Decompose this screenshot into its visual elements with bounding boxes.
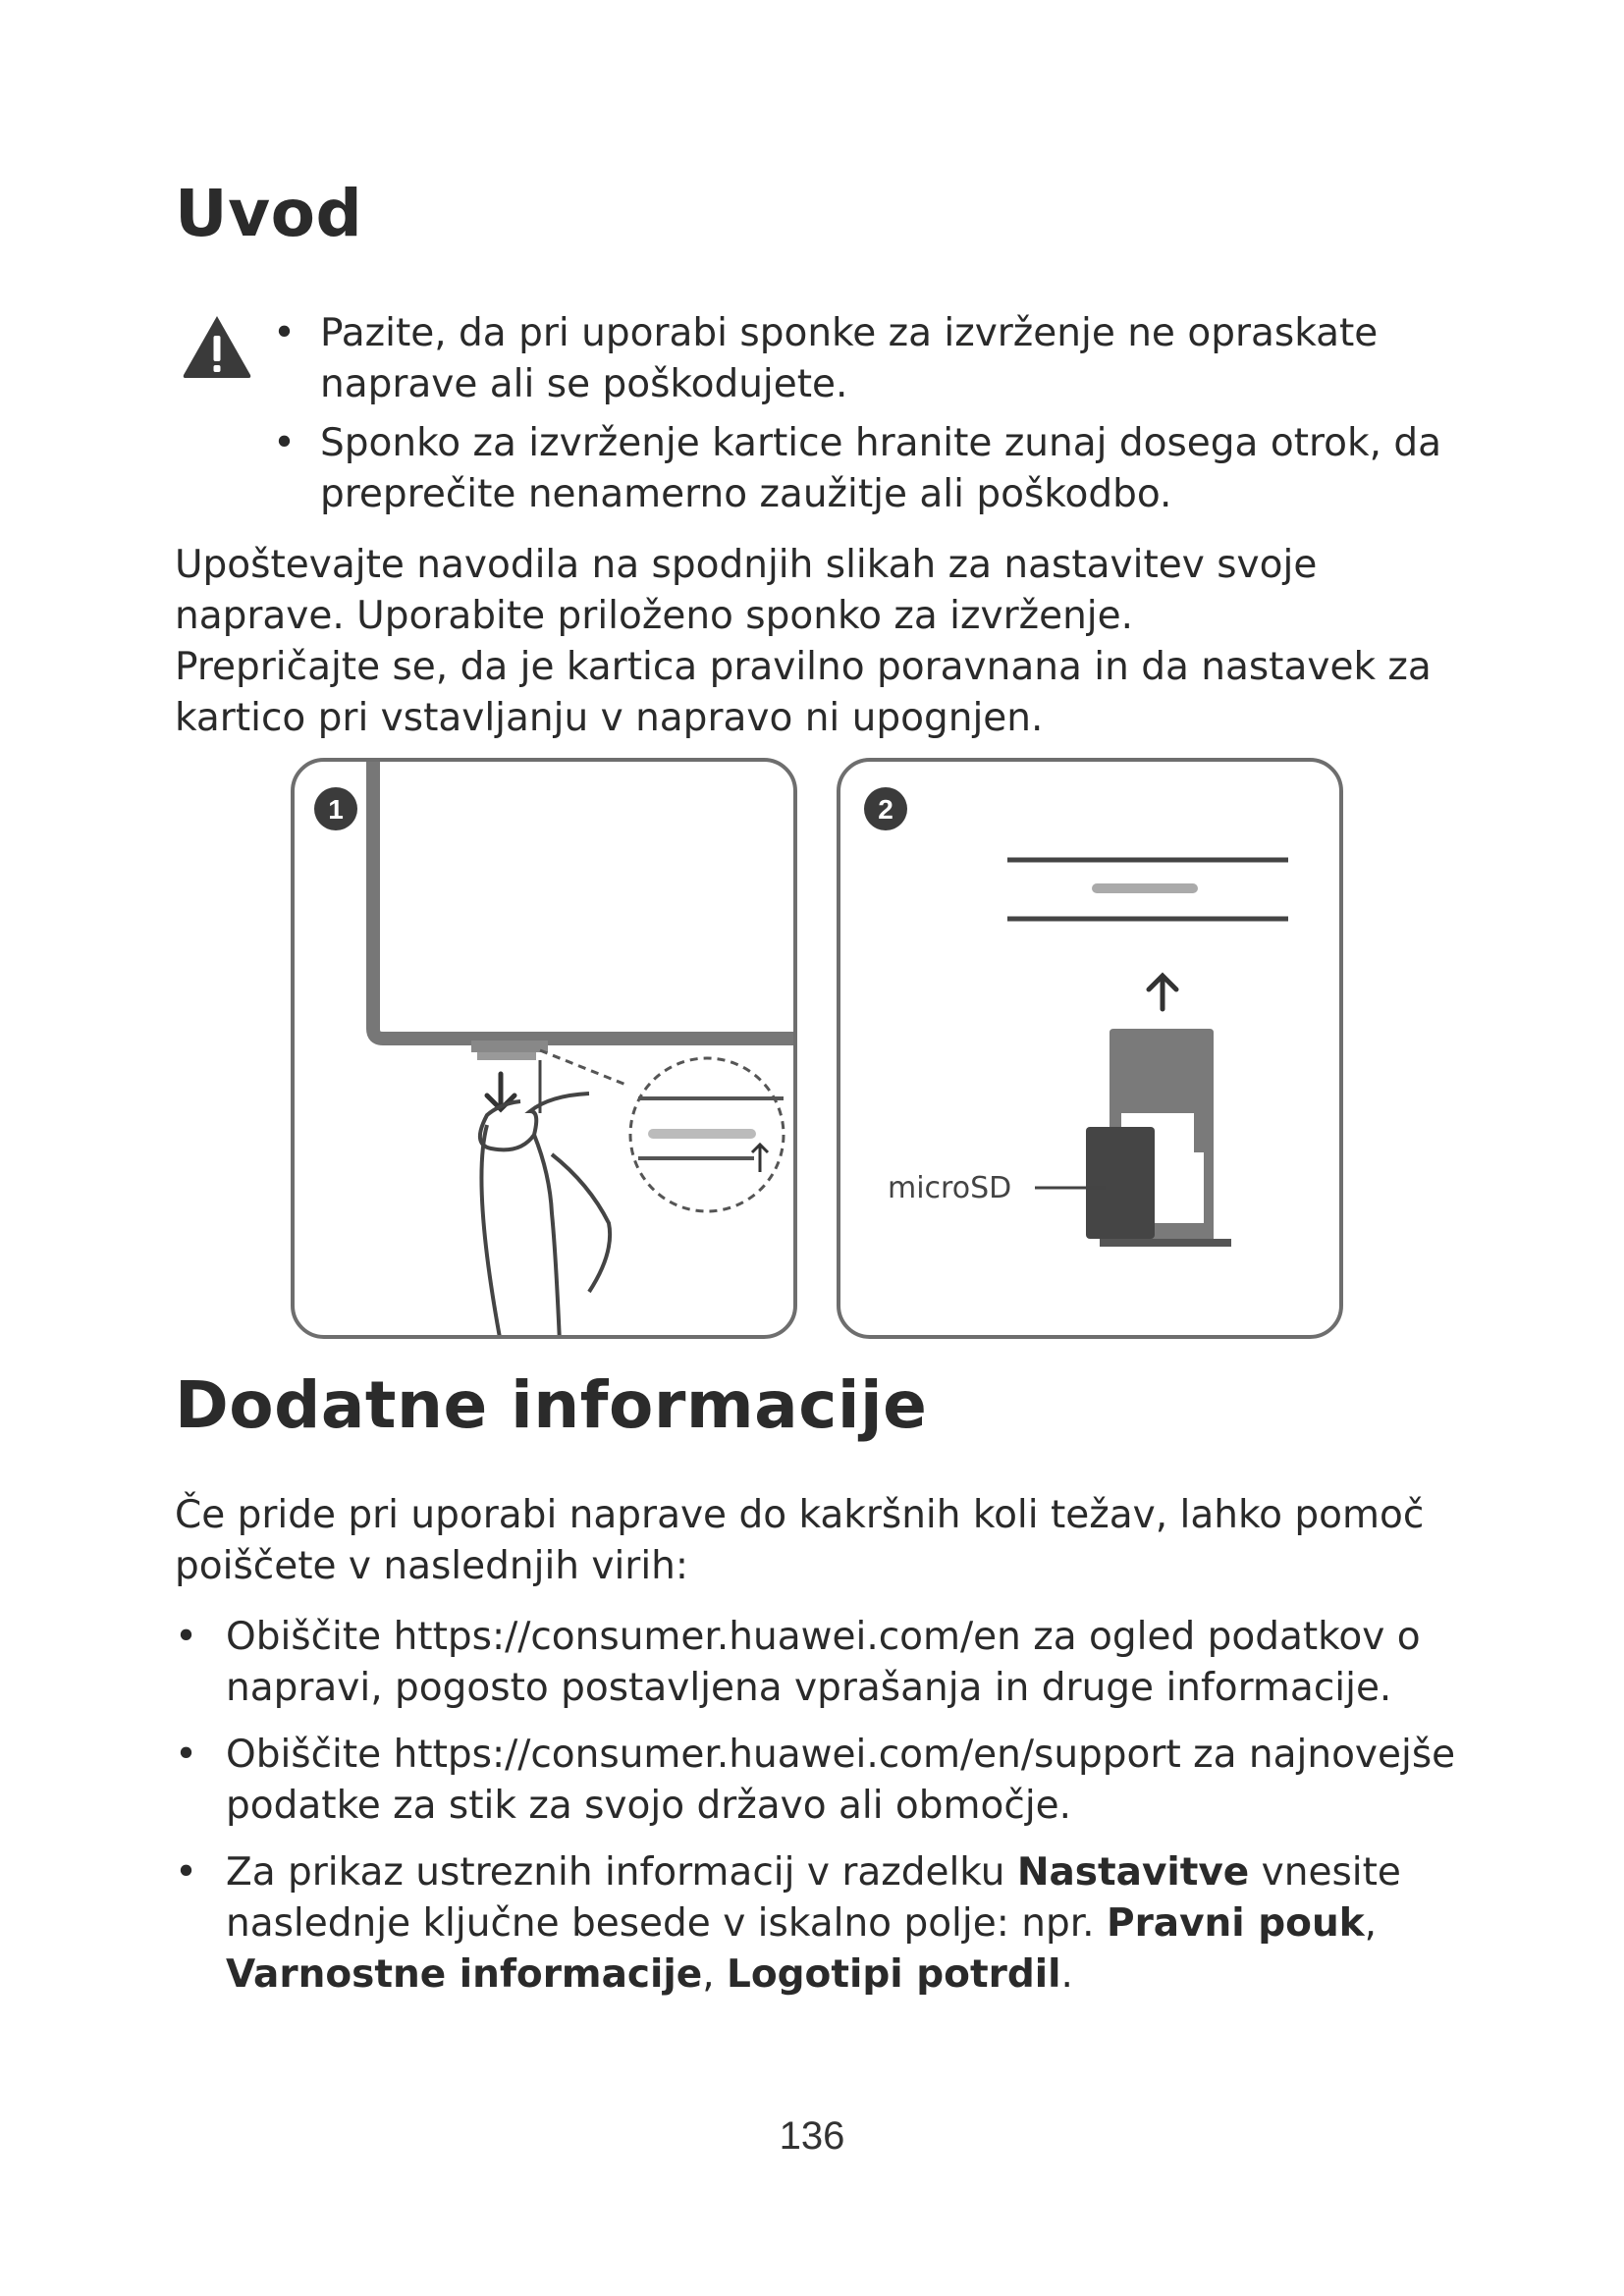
- section-title-intro: Uvod: [175, 176, 363, 251]
- separator: ,: [702, 1952, 727, 1997]
- figure-panel-step-1: [291, 758, 797, 1339]
- section-title-more-info: Dodatne informacije: [175, 1367, 928, 1443]
- list-item-text: vnesite naslednje ključne besede v iskalno polje: npr.: [226, 1850, 1401, 1946]
- warning-item: [273, 308, 1490, 410]
- page-number: 136: [779, 2114, 845, 2158]
- warning-item: [273, 418, 1490, 520]
- warning-text: • Pazite, da pri uporabi sponke za izvrženje ne opraskate: [320, 311, 1379, 355]
- card-insertion-figure: [291, 758, 1343, 1343]
- warning-text: preprečite nenamerno zaužitje ali poškodbo.: [320, 472, 1172, 516]
- microsd-label: microSD: [888, 1171, 1012, 1205]
- keyword-settings: Nastavitve: [1016, 1850, 1250, 1895]
- keyword-certification-logos: Logotipi potrdil: [727, 1952, 1061, 1997]
- list-item: • Obiščite https://consumer.huawei.com/en/support za najnovejše podatke za stik za svojo državo ali območje.: [175, 1730, 1481, 1832]
- keyword-legal-notice: Pravni pouk: [1106, 1901, 1365, 1946]
- separator: .: [1060, 1952, 1073, 1997]
- intro-paragraph-alignment: Prepričajte se, da je kartica pravilno poravnana in da nastavek za kartico pri vstavljanju v napravo ni upognjen.: [175, 645, 1432, 740]
- list-item-text: Za prikaz ustreznih informacij v razdelku: [226, 1850, 1017, 1895]
- help-sources-list: [175, 1612, 1481, 2016]
- list-item: • Obiščite https://consumer.huawei.com/en za ogled podatkov o napravi, pogosto postavljena vprašanja in druge informacije.: [175, 1612, 1481, 1714]
- warning-icon: [180, 312, 254, 381]
- warning-text: • Sponko za izvrženje kartice hranite zunaj dosega otrok, da: [320, 421, 1442, 465]
- step-number-1: 1: [328, 794, 344, 825]
- list-item: [175, 1847, 1481, 2001]
- warning-list: [273, 308, 1490, 528]
- step-number-2: 2: [878, 794, 893, 825]
- intro-paragraph: Upoštevajte navodila na spodnjih slikah za nastavitev svoje naprave. Uporabite priloženo sponko za izvrženje.: [175, 543, 1318, 638]
- separator: ,: [1364, 1901, 1378, 1946]
- keyword-safety-info: Varnostne informacije: [226, 1952, 703, 1997]
- warning-text: naprave ali se poškodujete.: [320, 362, 848, 406]
- help-paragraph: Če pride pri uporabi naprave do kakršnih koli težav, lahko pomoč poiščete v naslednjih virih:: [175, 1493, 1425, 1588]
- figure-panel-step-2: [837, 758, 1343, 1339]
